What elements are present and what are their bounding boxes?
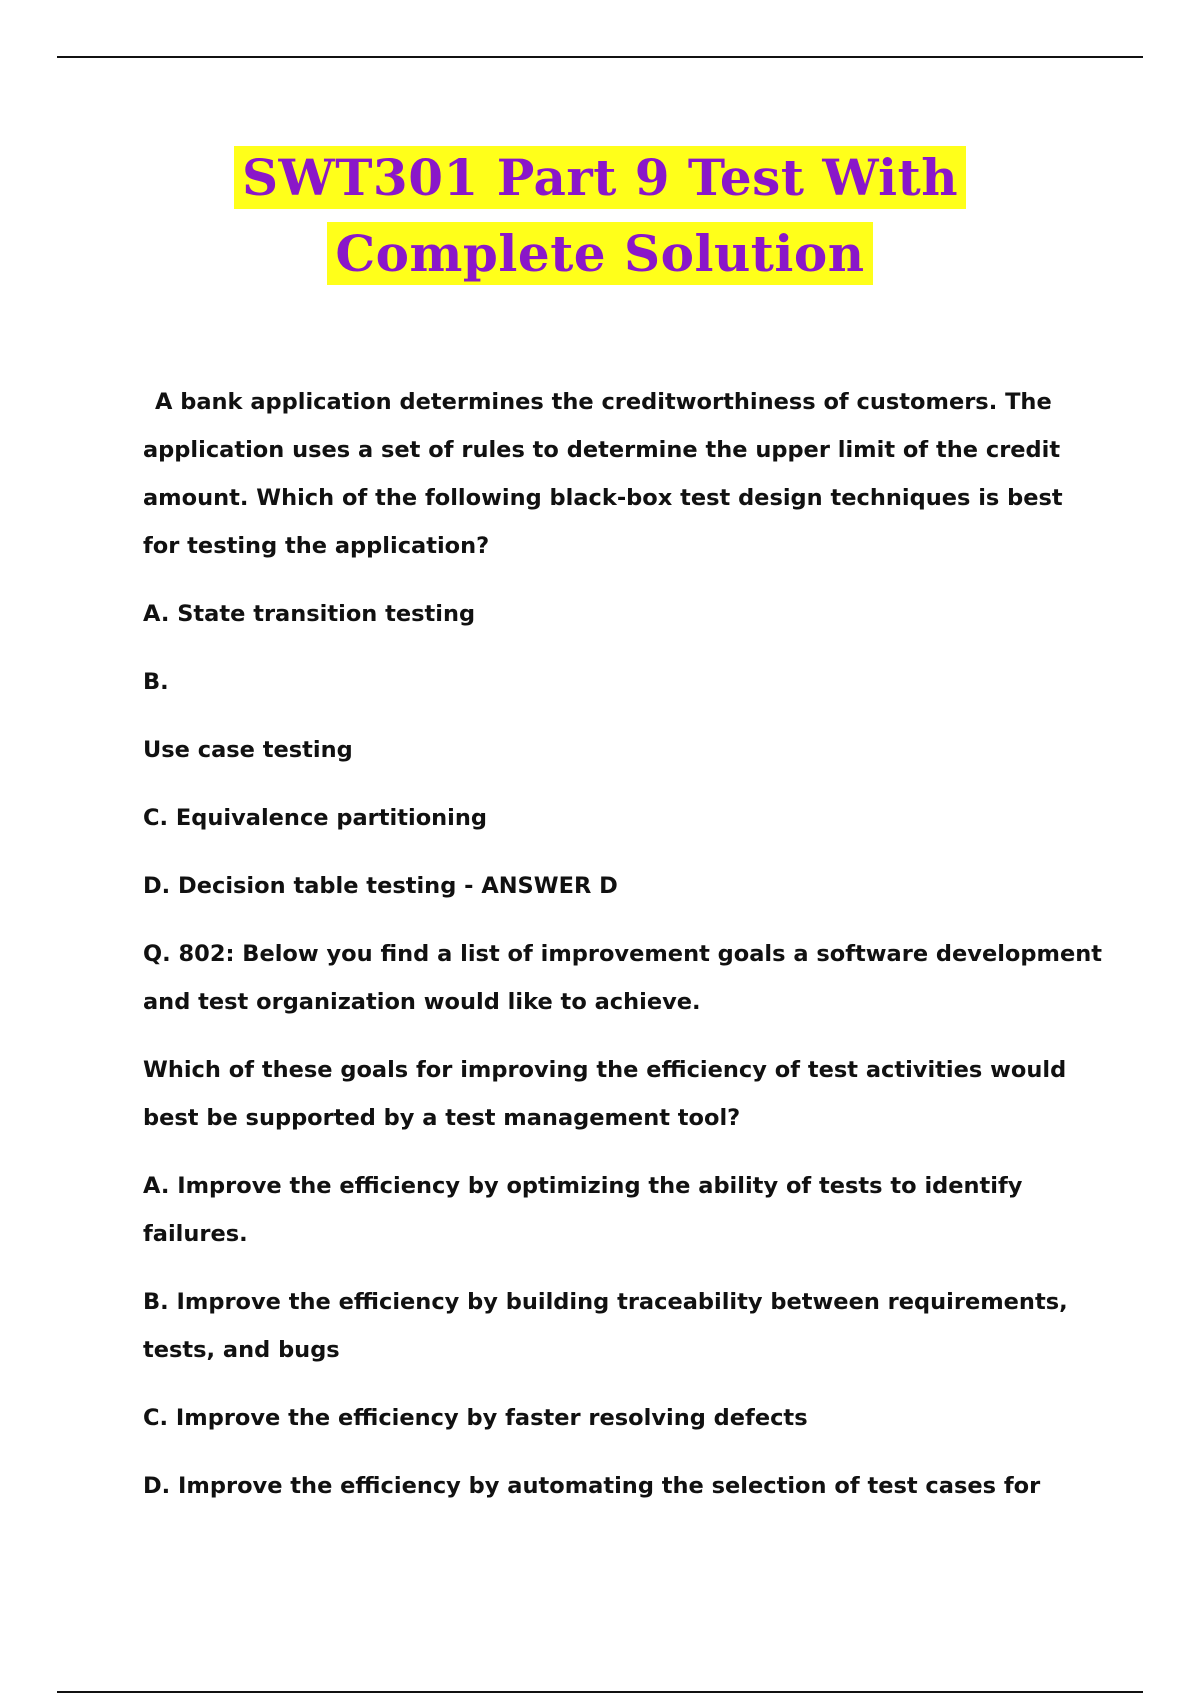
title-line-2: Complete Solution	[327, 222, 872, 285]
question-2-option-d: D. Improve the efficiency by automating the selection of test cases for	[143, 1473, 1041, 1499]
question-1-option-d: D. Decision table testing - ANSWER D	[143, 873, 618, 899]
bottom-rule	[57, 1691, 1143, 1693]
question-2-option-c: C. Improve the efficiency by faster resolving defects	[143, 1405, 808, 1431]
question-1-option-b-letter: B.	[143, 669, 169, 695]
question-2-prompt: Which of these goals for improving the efficiency of test activities would best be supported by a test management tool?	[143, 1057, 1067, 1131]
question-2-option-a: A. Improve the efficiency by optimizing the ability of tests to identify failures.	[143, 1173, 1023, 1247]
document-body	[143, 378, 1103, 1530]
question-1-option-c: C. Equivalence partitioning	[143, 805, 488, 831]
question-1-text: A bank application determines the creditworthiness of customers. The application uses a set of rules to determine the upper limit of the credit amount. Which of the following black-box test design techniques is best for testing the application?	[143, 389, 1063, 559]
title-line-1: SWT301 Part 9 Test With	[234, 146, 966, 209]
question-2-option-b: B. Improve the efficiency by building traceability between requirements, tests, and bugs	[143, 1289, 1068, 1363]
question-1-option-b-text: Use case testing	[143, 737, 353, 763]
document-title	[0, 140, 1200, 292]
question-1-option-a: A. State transition testing	[143, 601, 476, 627]
question-2-text: Q. 802: Below you find a list of improvement goals a software development and test organization would like to achieve.	[143, 941, 1102, 1015]
top-rule	[57, 56, 1143, 58]
